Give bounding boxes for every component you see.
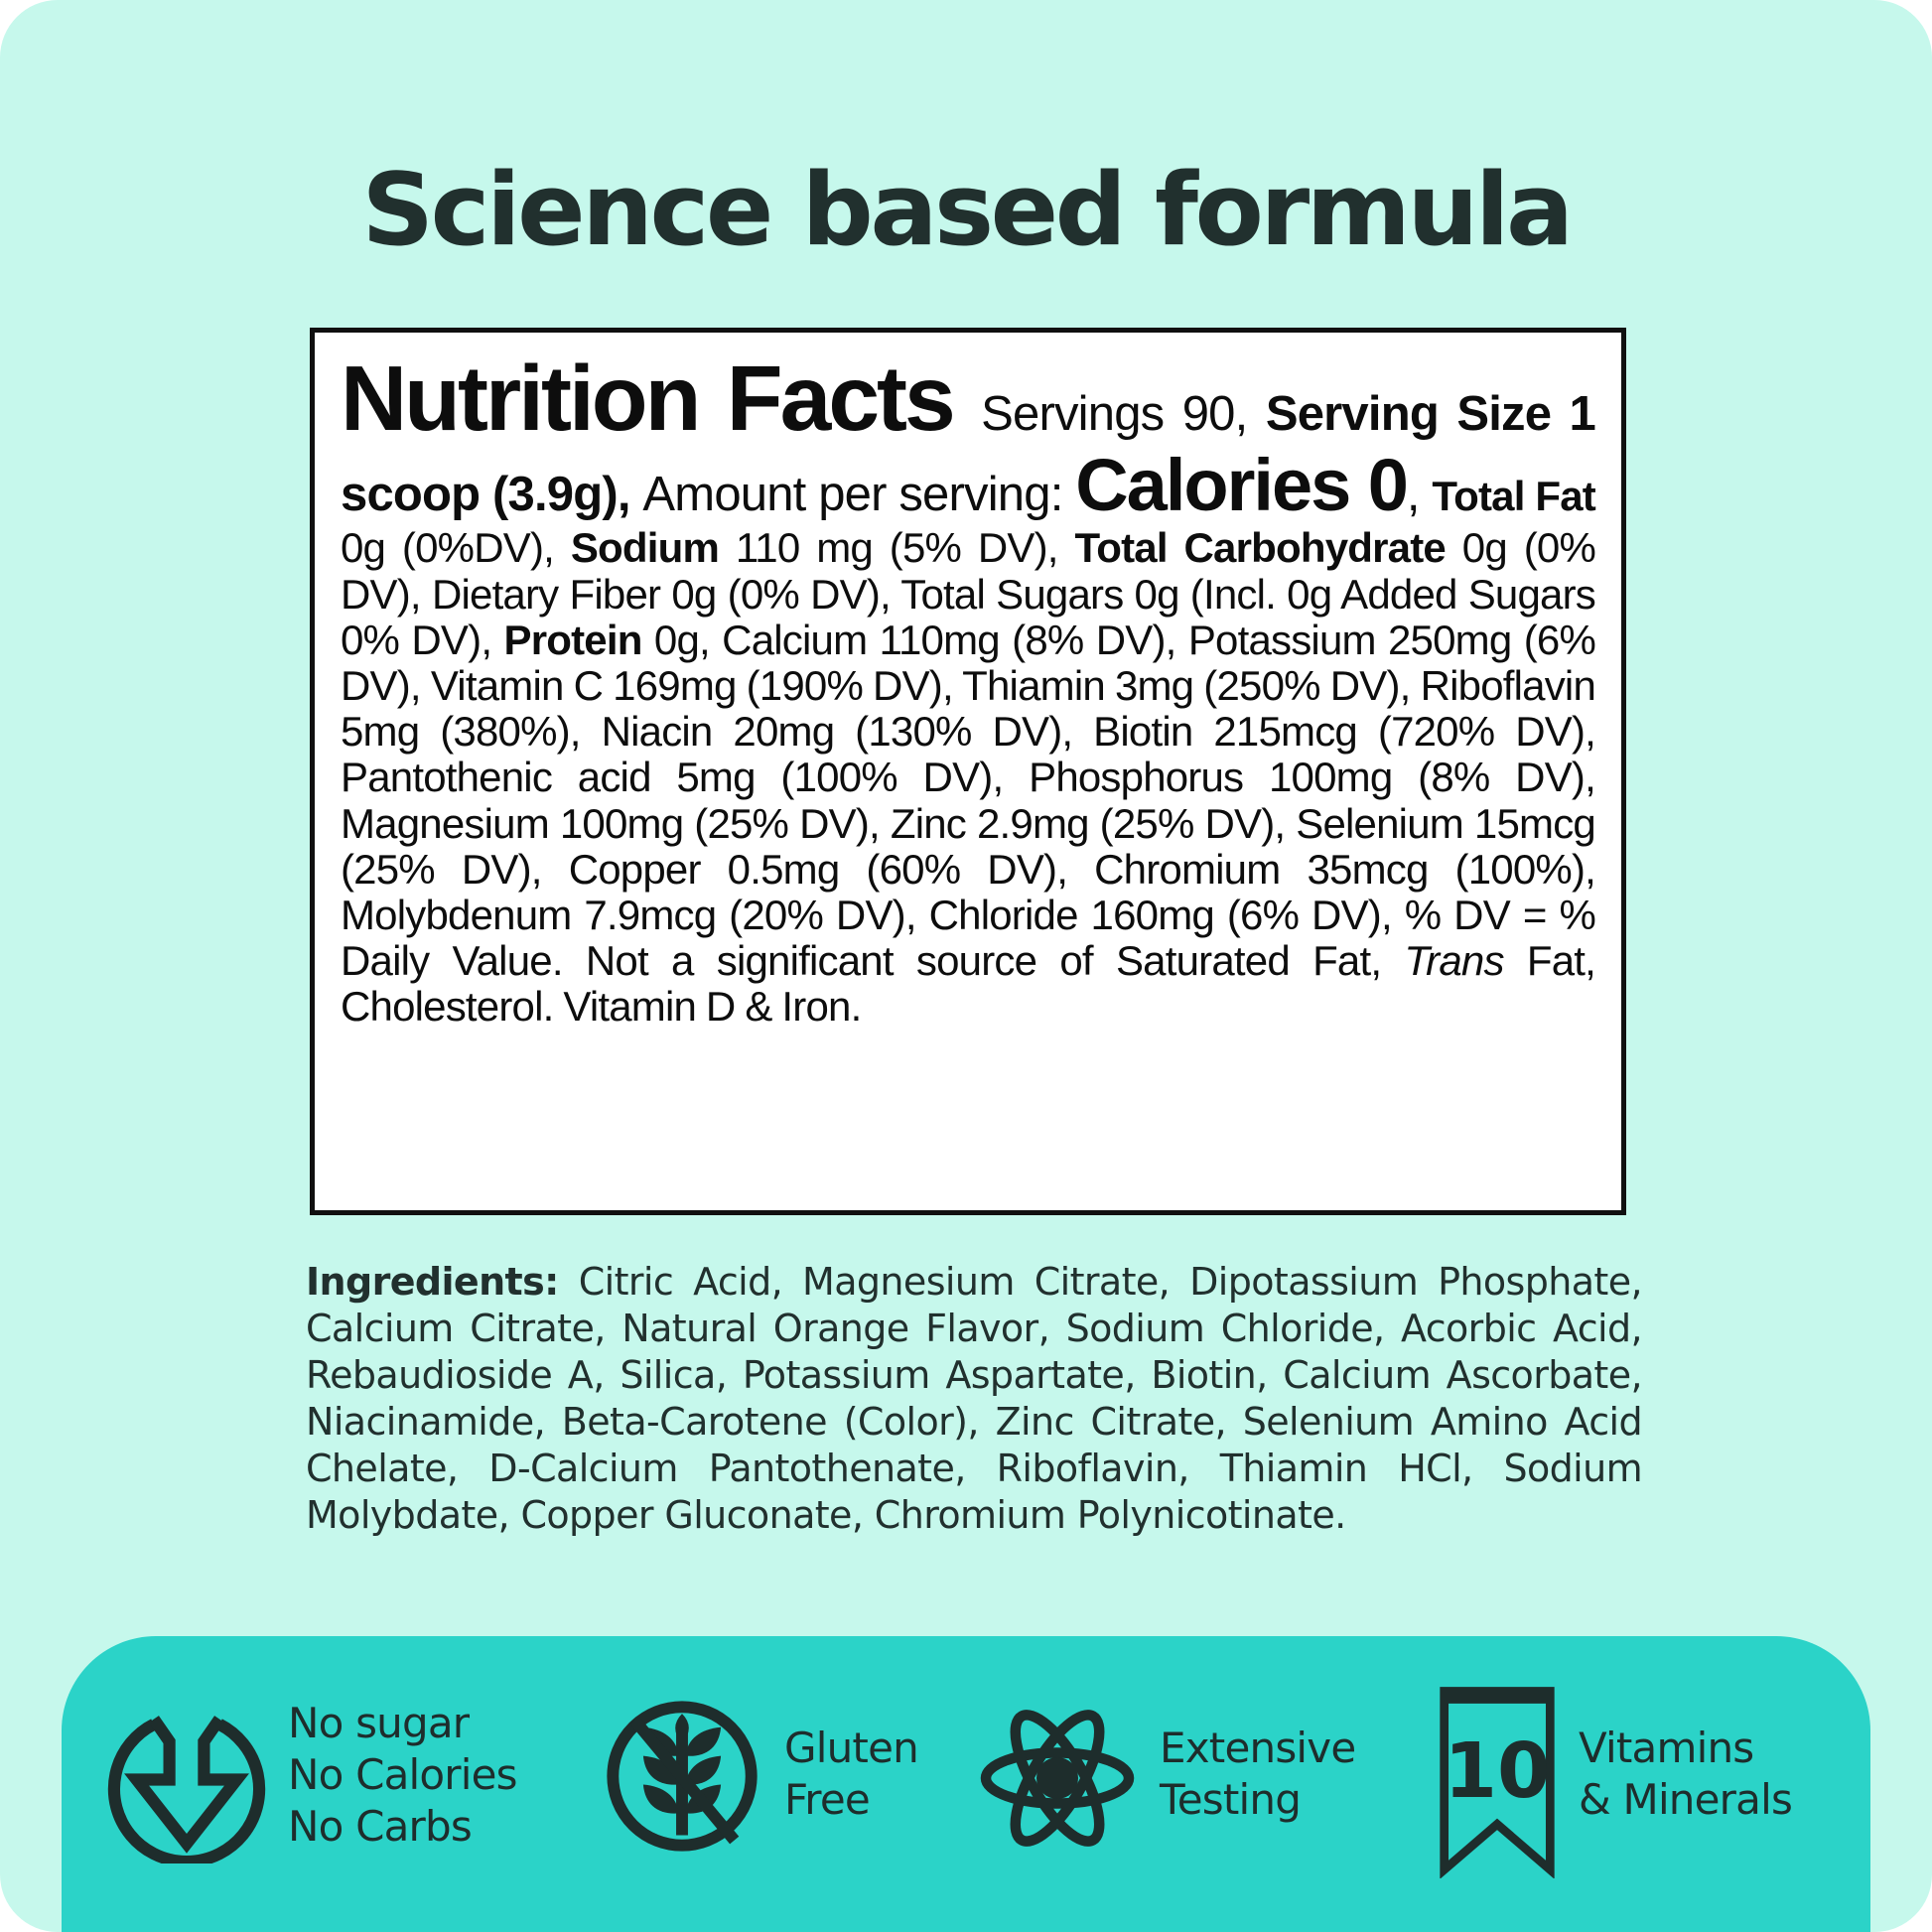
nutrition-segment: Nutrition Facts	[341, 346, 982, 450]
nutrition-segment: Total Carbohydrate	[1074, 524, 1462, 572]
nutrition-segment: 0g (0%DV),	[341, 524, 571, 572]
nutrition-segment: Serving Size 1 scoop (3.9g),	[341, 387, 1595, 521]
label-line: No Calories	[288, 1750, 517, 1799]
extensive-testing-label	[1160, 1723, 1355, 1826]
gluten-free-icon	[598, 1691, 766, 1862]
benefits-bar	[62, 1636, 1870, 1932]
nutrition-segment: Servings 90,	[981, 387, 1266, 441]
nutrition-segment: Trans	[1404, 937, 1504, 985]
page-title: Science based formula	[361, 150, 1571, 268]
nutrition-segment: Fat, Cholesterol. Vitamin D & Iron.	[341, 937, 1595, 1031]
nutrition-segment: Amount per serving:	[642, 468, 1076, 521]
nutrition-segment: ,	[1406, 468, 1433, 521]
bookmark-icon	[1436, 1684, 1559, 1878]
nutrition-segment: Calories 0	[1075, 444, 1407, 526]
label-line: No Carbs	[288, 1802, 472, 1851]
label-line: Testing	[1160, 1775, 1302, 1824]
nutrition-paragraph	[341, 346, 1595, 1031]
label-line: Vitamins	[1579, 1724, 1754, 1772]
bookmark-number: 10	[1444, 1727, 1551, 1817]
nutrition-facts-box	[310, 328, 1626, 1215]
label-line: & Minerals	[1579, 1775, 1793, 1824]
gluten-free-label	[784, 1723, 918, 1826]
label-line: Gluten	[784, 1724, 918, 1772]
no-sugar-label	[288, 1698, 517, 1853]
nutrition-segment: 0g, Calcium 110mg (8% DV), Potassium 250mg (6% DV), Vitamin C 169mg (190% DV), Thiamin 3mg (250% DV), Riboflavin 5mg (380%), Niacin 20mg (130% DV), Biotin 215mcg (720% DV), Pantothenic acid 5mg (100% DV), Phosphorus 100mg (8% DV), Magnesium 100mg (25% DV), Zinc 2.9mg (25% DV), Selenium 15mcg (25% DV), Copper 0.5mg (60% DV), Chromium 35mcg (100%), Molybdenum 7.9mcg (20% DV), Chloride 160mg (6% DV), % DV = % Daily Value. Not a significant source of Saturated Fat,	[341, 616, 1595, 985]
vitamins-minerals-label	[1579, 1723, 1792, 1826]
label-line: Extensive	[1160, 1724, 1356, 1772]
nutrition-segment: Sodium	[570, 524, 736, 572]
label-line: Free	[784, 1775, 870, 1824]
nutrition-segment: Protein	[503, 616, 654, 663]
label-line: No sugar	[288, 1699, 470, 1747]
atom-icon	[975, 1704, 1140, 1853]
ingredients-text: Citric Acid, Magnesium Citrate, Dipotassium Phosphate, Calcium Citrate, Natural Orange Flavor, Sodium Chloride, Acorbic Acid, Rebaudioside A, Silica, Potassium Aspartate, Biotin, Calcium Ascorbate, Niacinamide, Beta-Carotene (Color), Zinc Citrate, Selenium Amino Acid Chelate, D-Calcium Pantothenate, Riboflavin, Thiamin HCl, Sodium Molybdate, Copper Gluconate, Chromium Polynicotinate.	[306, 1260, 1642, 1537]
ingredients-paragraph	[306, 1259, 1642, 1539]
ingredients-label: Ingredients:	[306, 1260, 559, 1304]
nutrition-segment: 0g (0% DV), Dietary Fiber 0g (0% DV), Total Sugars 0g (Incl. 0g Added Sugars 0% DV),	[341, 524, 1595, 663]
arrow-down-icon	[100, 1689, 273, 1863]
nutrition-segment: Total Fat	[1432, 473, 1595, 519]
nutrition-segment: 110 mg (5% DV),	[735, 524, 1075, 572]
